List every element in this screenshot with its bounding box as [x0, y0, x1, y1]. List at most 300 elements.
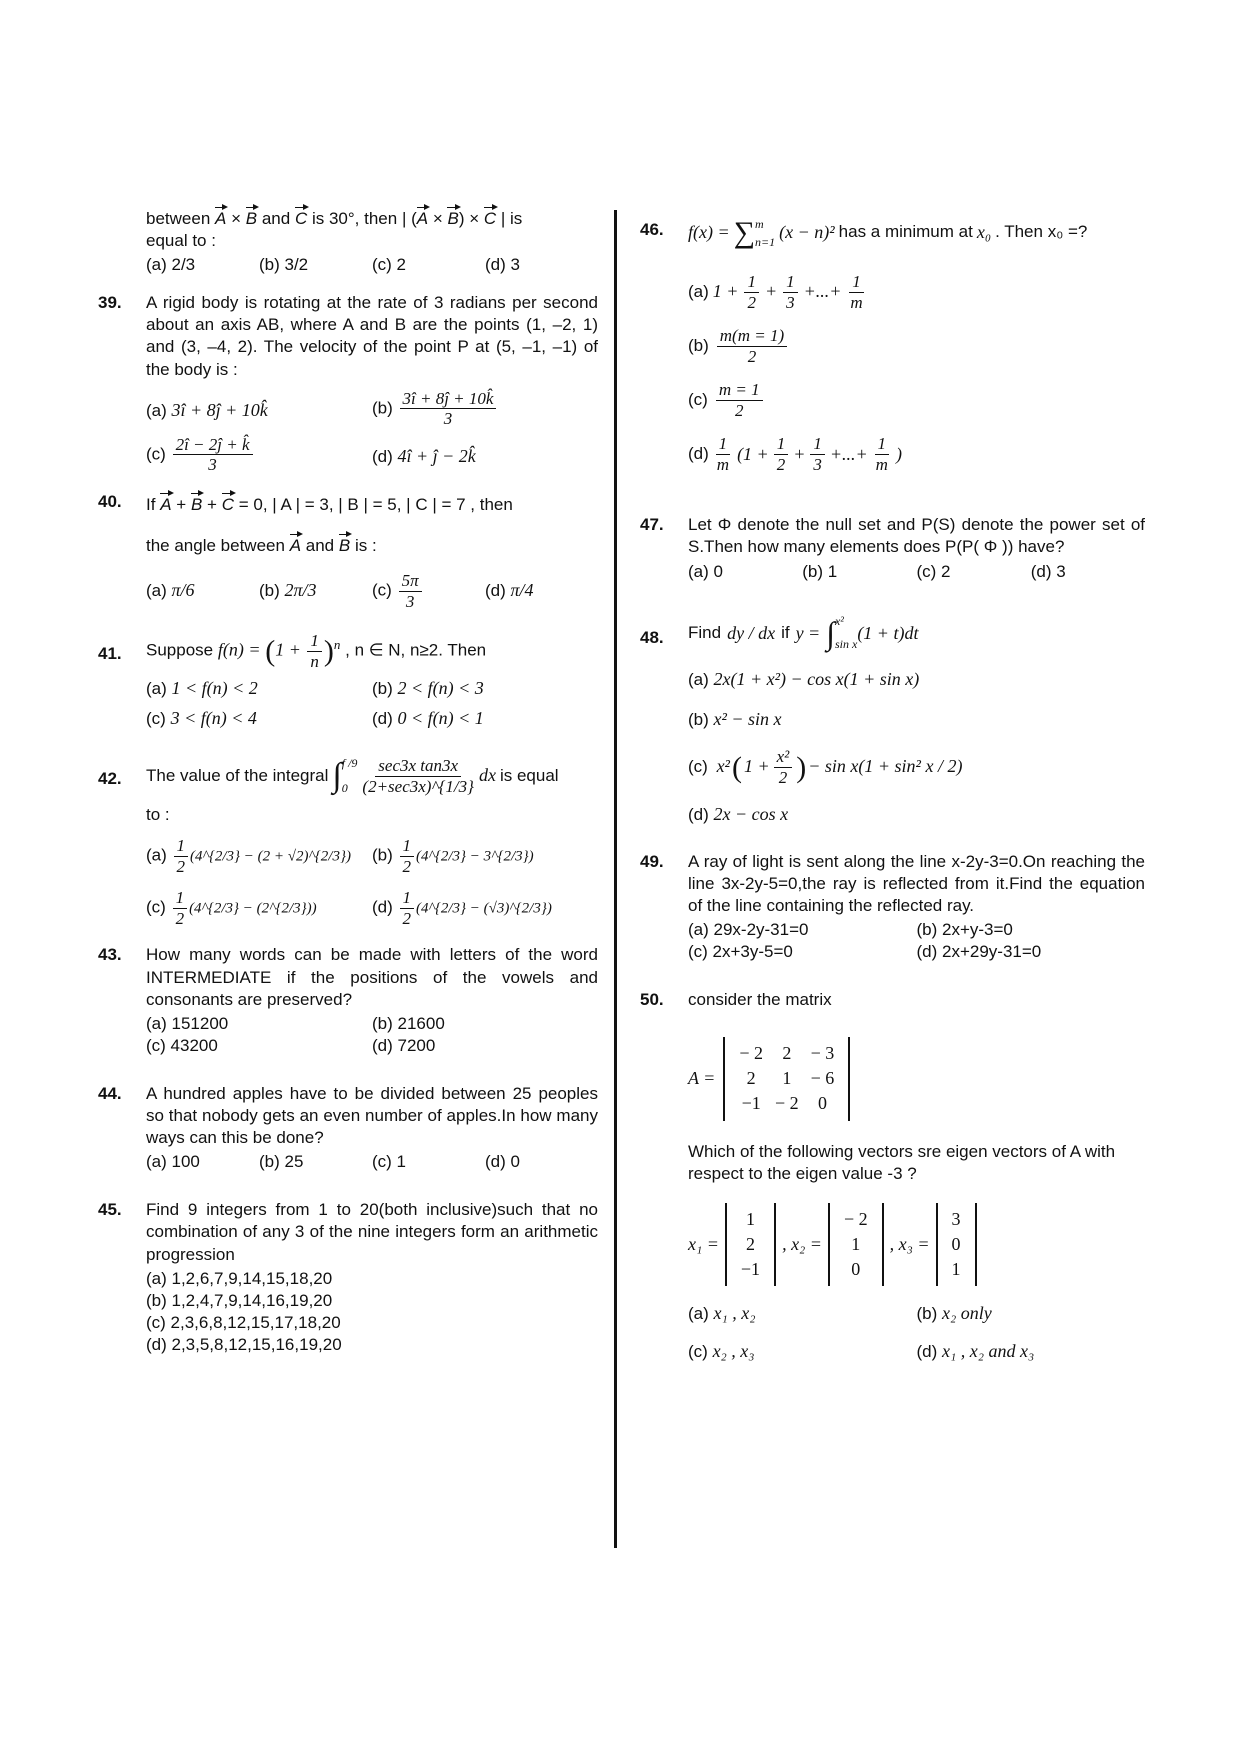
option-expr: 0 < f(n) < 1: [397, 707, 484, 728]
option-a[interactable]: [146, 836, 372, 876]
option-expr: (4^{2/3} − (√3)^{2/3}): [416, 900, 552, 917]
q40-line2: [146, 532, 598, 557]
integral: [826, 613, 918, 655]
integral-limits: [342, 756, 358, 796]
summation: [734, 213, 776, 252]
matrix-label: A =: [688, 1068, 716, 1089]
q49-options: [688, 919, 1145, 963]
matrix-cell: − 2: [739, 1043, 763, 1064]
vector-cell: 0: [951, 1234, 961, 1255]
denominator: 3: [208, 455, 217, 475]
fraction: [847, 272, 865, 312]
option-label: (b): [688, 709, 709, 729]
question-47: [640, 514, 1145, 582]
question-text: consider the matrix: [688, 989, 832, 1009]
question-number: 45.: [98, 1200, 122, 1220]
option-a[interactable]: (a) 151200: [146, 1013, 229, 1033]
vector-x3: [936, 1203, 977, 1287]
q41-options: [146, 677, 598, 730]
integral: [332, 754, 496, 798]
eigen-vectors: [688, 1203, 1145, 1287]
denominator: m: [850, 292, 863, 312]
paren-close: ): [895, 443, 902, 464]
option-label: (d): [372, 897, 393, 917]
vector-b: B: [339, 532, 350, 557]
term: x²: [716, 756, 730, 777]
option-expr: π/4: [510, 580, 534, 601]
q46-text: has a minimum at: [838, 222, 973, 242]
sum-lower: n=1: [755, 234, 776, 249]
question-text: [688, 213, 1145, 252]
denominator: 2: [402, 908, 412, 928]
fraction: [744, 272, 759, 312]
option-c[interactable]: [688, 380, 1145, 420]
vector-cell: 1: [851, 1234, 861, 1255]
question-45: [98, 1199, 598, 1356]
question-49: [640, 851, 1145, 963]
option-a[interactable]: (a) 1,2,6,7,9,14,15,18,20: [146, 1268, 333, 1288]
question-number: 39.: [98, 293, 122, 313]
vector-cell: 1: [745, 1208, 755, 1229]
sum-limits: [755, 215, 775, 251]
option-c[interactable]: [146, 888, 372, 928]
option-label: (c): [688, 757, 708, 777]
option-c[interactable]: [146, 435, 372, 475]
plus: +: [764, 281, 778, 302]
vector-cell: −1: [740, 1259, 761, 1280]
option-label: (b): [372, 845, 393, 865]
vector-a: A: [215, 205, 226, 230]
x1-label: x₁ =: [688, 1233, 719, 1254]
question-number: 48.: [640, 627, 664, 647]
option-d[interactable]: [485, 579, 598, 602]
option-expr: x₂ only: [942, 1303, 992, 1324]
option-b[interactable]: (b) 25: [259, 1152, 304, 1172]
option-label: (d): [485, 581, 506, 601]
vector-b: B: [191, 491, 202, 516]
option-label: (a): [688, 670, 709, 690]
option-label: (c): [146, 897, 166, 917]
vector-a: A: [290, 532, 301, 557]
option-expr: x₂ , x₃: [712, 1340, 755, 1361]
option-expr: x₁ , x₂ and x₃: [942, 1340, 1035, 1361]
question-text: How many words can be made with letters of the word INTERMEDIATE if the positions of the vowels and consonants are preserved?: [146, 945, 598, 1009]
q42-tail: is equal: [499, 766, 559, 786]
q42-text: The value of the integral: [146, 766, 329, 786]
sum-term: (x − n)²: [779, 221, 835, 242]
q40-and: and: [305, 535, 335, 555]
question-number: 49.: [640, 851, 664, 871]
option-c[interactable]: (c) 2x+3y-5=0: [688, 941, 793, 961]
vector-cell: − 2: [843, 1208, 868, 1229]
equals-zero: = 0: [238, 494, 263, 514]
question-48: [640, 613, 1145, 827]
dydx: dy / dx: [727, 622, 776, 643]
matrix-cell: − 2: [774, 1093, 799, 1114]
column-divider: [614, 210, 617, 1548]
numerator: 1: [783, 272, 798, 293]
q45-options: [146, 1268, 598, 1356]
question-number: 44.: [98, 1083, 122, 1103]
vector-cell: 3: [951, 1208, 961, 1229]
option-b[interactable]: (b) 3/2: [259, 255, 309, 275]
question-number: 40.: [98, 491, 122, 511]
denominator: 3: [443, 409, 453, 429]
denominator: 2: [778, 767, 788, 787]
fraction: [783, 272, 798, 312]
q40-is: is :: [354, 535, 377, 555]
denominator: 2: [176, 856, 186, 876]
q43-options: [146, 1013, 598, 1057]
denominator: m: [716, 454, 730, 474]
fraction: [716, 380, 763, 420]
option-b[interactable]: [259, 579, 372, 602]
matrix-cell: −1: [741, 1093, 761, 1114]
option-d[interactable]: (d) 0: [485, 1152, 520, 1172]
numerator: 1: [716, 434, 731, 455]
q38-line2: equal to :: [146, 231, 216, 251]
vector-a: A: [160, 491, 171, 516]
option-d[interactable]: (d) 7200: [372, 1035, 436, 1055]
matrix-a: [688, 1037, 1145, 1121]
fraction: [810, 434, 825, 474]
numerator: 1: [174, 836, 189, 857]
option-b[interactable]: [688, 326, 1145, 366]
question-text: [146, 754, 598, 798]
option-label: (b): [259, 581, 280, 601]
option-c[interactable]: (c) 2: [372, 255, 406, 275]
option-label: (c): [372, 580, 392, 600]
denominator: 3: [405, 591, 415, 611]
option-expr: 2π/3: [284, 580, 317, 601]
lower-limit: sin x: [834, 636, 858, 651]
q40-options: [146, 571, 598, 611]
option-c[interactable]: [688, 747, 1145, 787]
question-number: 41.: [98, 644, 122, 664]
option-expr: 2x(1 + x²) − cos x(1 + sin x): [713, 669, 920, 690]
option-label: (c): [146, 444, 166, 464]
option-d[interactable]: [688, 434, 1145, 474]
q48-options: [688, 668, 1145, 826]
q38-text: between: [146, 209, 211, 228]
vector-b: B: [246, 205, 257, 230]
integral-sign: ∫: [332, 757, 342, 794]
question-text: A rigid body is rotating at the rate of 3 radians per second about an axis AB, where A and B are the points (1, –2, 1) and (3, –4, 2). The velocity of the point P at (5, –1, –1) of the body is :: [146, 293, 598, 379]
option-expr: 4î + ĵ − 2k̂: [397, 445, 476, 466]
q48-text: Find: [688, 623, 722, 643]
matrix-cell: − 6: [810, 1068, 835, 1089]
option-b[interactable]: (b) 2x+y-3=0: [916, 919, 1013, 939]
question-number: 46.: [640, 220, 664, 239]
q38-end: is: [510, 209, 523, 228]
option-a[interactable]: [688, 668, 1145, 691]
denominator: 2: [175, 908, 185, 928]
q47-options: [688, 561, 1145, 583]
question-38-continued: [98, 205, 598, 276]
q44-options: [146, 1151, 598, 1173]
option-a[interactable]: [688, 1302, 917, 1325]
q39-options: [146, 389, 598, 475]
fraction: [873, 434, 891, 474]
option-b[interactable]: (b) 21600: [372, 1013, 445, 1033]
fraction-half: [174, 836, 189, 876]
integrand: (1 + t)dt: [857, 622, 919, 643]
denominator: n: [310, 651, 319, 671]
matrix-cell: 0: [817, 1093, 827, 1114]
q41-fn: f(n) =: [217, 639, 261, 660]
option-label: (d): [916, 1341, 938, 1361]
fraction: [173, 435, 253, 475]
q38-mid: is 30°, then: [311, 209, 398, 228]
paren-close: ): [796, 750, 807, 784]
numerator: 1: [849, 272, 864, 293]
option-expr: 3 < f(n) < 4: [170, 707, 257, 728]
plus: +: [207, 494, 217, 514]
question-text: A ray of light is sent along the line x-2y-3=0.On reaching the line 3x-2y-5=0,the ray is reflected from it.Find the equation of the line containing the reflected ray.: [688, 851, 1145, 915]
dx: dx: [478, 765, 496, 786]
q42-options: [146, 836, 598, 928]
fraction: [400, 389, 497, 429]
x2-label: , x₂ =: [782, 1233, 822, 1254]
term: (1 +: [737, 443, 769, 464]
denominator: 2: [734, 400, 744, 420]
q38-options: [146, 254, 598, 276]
sum-sign: ∑: [733, 216, 756, 249]
q41-tail: , n ∈ N, n≥2. Then: [345, 640, 487, 660]
option-label: (b): [688, 336, 709, 356]
option-a[interactable]: [146, 389, 372, 429]
numerator: x²: [774, 747, 793, 768]
term: − sin x(1 + sin² x / 2): [808, 756, 963, 777]
q41-text: Suppose: [146, 640, 214, 660]
sum-upper: m: [755, 216, 764, 231]
denominator: (2+sec3x)^{1/3}: [362, 776, 474, 796]
option-c[interactable]: (c) 2: [916, 561, 951, 581]
q40-line2-text: the angle between: [146, 535, 285, 555]
option-d[interactable]: [917, 1340, 1146, 1363]
vector-cell: 0: [851, 1259, 861, 1280]
integral-limits: [835, 614, 857, 652]
paren-open: (: [731, 750, 742, 784]
option-a[interactable]: (a) 0: [688, 561, 723, 581]
option-d[interactable]: [372, 707, 598, 730]
option-d[interactable]: [688, 803, 1145, 826]
option-c[interactable]: (c) 1: [372, 1152, 406, 1172]
question-42: [98, 754, 598, 928]
fraction: [359, 756, 477, 796]
numerator: 1: [774, 434, 789, 455]
fraction: [717, 326, 787, 366]
q40-conditions: | A | = 3, | B | = 5, | C | = 7 , then: [272, 494, 513, 514]
fraction: [774, 434, 789, 474]
denominator: 3: [813, 454, 822, 474]
question-number: 47.: [640, 515, 664, 535]
option-expr: 1 < f(n) < 2: [171, 678, 258, 699]
fraction: [399, 571, 422, 611]
numerator: 2î − 2ĵ + k̂: [173, 435, 253, 456]
option-d[interactable]: [372, 435, 598, 475]
option-a[interactable]: (a) 29x-2y-31=0: [688, 919, 809, 939]
question-text: Let Φ denote the null set and P(S) denote the power set of S.Then how many elements does P(P( Φ )) have?: [688, 515, 1145, 557]
option-label: (a): [146, 581, 167, 601]
question-43: [98, 944, 598, 1056]
vector-cell: 1: [951, 1259, 961, 1280]
option-c[interactable]: (c) 2,3,6,8,12,15,17,18,20: [146, 1312, 341, 1332]
option-a[interactable]: (a) 100: [146, 1152, 200, 1172]
numerator: m(m = 1): [717, 326, 787, 347]
q50-question: Which of the following vectors sre eigen vectors of A with respect to the eigen value -3 ?: [688, 1141, 1116, 1183]
upper-limit: f /9: [341, 756, 358, 771]
question-number: 42.: [98, 769, 122, 788]
question-text: [688, 613, 1145, 655]
option-label: (a): [146, 845, 167, 865]
numerator: 3î + 8ĵ + 10k̂: [400, 389, 497, 410]
option-b[interactable]: (b) 1,2,4,7,9,14,16,19,20: [146, 1290, 333, 1310]
denominator: 2: [747, 292, 756, 312]
option-c[interactable]: [372, 571, 485, 611]
vector-b: B: [447, 205, 458, 230]
q46-fx: f(x) =: [688, 221, 730, 242]
ellipsis: +...+: [829, 443, 868, 464]
fraction: [307, 631, 322, 671]
vector-c: C: [295, 205, 307, 230]
question-number: 43.: [98, 945, 122, 965]
upper-limit: x²: [834, 614, 844, 629]
option-b[interactable]: [917, 1302, 1146, 1325]
question-text: Find 9 integers from 1 to 20(both inclusive)such that no combination of any 3 of the nine integers form an arithmetic progression: [146, 1200, 598, 1264]
option-b[interactable]: [372, 677, 598, 700]
option-d[interactable]: [372, 888, 598, 928]
vector-x2: [828, 1203, 884, 1287]
plus: +: [176, 494, 187, 514]
option-label: (c): [146, 708, 166, 728]
option-label: (c): [688, 390, 708, 410]
left-column: [98, 205, 598, 1372]
fraction-half: [173, 888, 188, 928]
question-50: [640, 989, 1145, 1363]
vector-x1: [725, 1203, 776, 1287]
question-39: [98, 292, 598, 475]
fraction-half: [400, 888, 415, 928]
option-d[interactable]: (d) 3: [1030, 561, 1066, 581]
numerator: 1: [400, 888, 415, 909]
option-expr: (4^{2/3} − (2 + √2)^{2/3}): [190, 848, 351, 865]
question-text: If A + B + C = 0, | A | = 3, | B | = 5, | C | = 7 , then: [146, 491, 598, 516]
option-c[interactable]: [688, 1340, 917, 1363]
option-label: (a): [688, 1304, 709, 1324]
question-40: [98, 491, 598, 611]
option-label: (a): [688, 282, 709, 301]
term: 1 +: [743, 756, 770, 777]
vector-c: C: [484, 205, 496, 230]
numerator: 5π: [399, 571, 422, 592]
denominator: m: [875, 454, 888, 474]
q40-if: If: [146, 494, 156, 514]
integral-sign: ∫: [826, 614, 835, 651]
numerator: m = 1: [716, 380, 763, 401]
q50-options: [688, 1302, 1145, 1363]
ellipsis: +...+: [803, 281, 842, 302]
q46-options: [688, 272, 1145, 474]
q38-expr: | (A × B) × C |: [402, 209, 505, 228]
question-text: A hundred apples have to be divided between 25 peoples so that nobody gets an even number of apples.In how many ways can this be done?: [146, 1083, 598, 1148]
option-label: (d): [372, 446, 393, 466]
matrix-cell: 1: [782, 1068, 792, 1089]
question-44: [98, 1083, 598, 1173]
q48-y: y =: [795, 622, 821, 643]
option-expr: (4^{2/3} − (2^{2/3})): [189, 900, 317, 917]
option-b[interactable]: (b) 1: [802, 561, 838, 581]
option-label: (a): [146, 400, 167, 420]
question-41: [98, 631, 598, 730]
option-b[interactable]: [372, 836, 598, 876]
option-a[interactable]: (a) 2/3: [146, 255, 196, 275]
option-label: (b): [372, 679, 393, 699]
right-column: [640, 205, 1145, 1379]
option-c[interactable]: (c) 43200: [146, 1035, 218, 1055]
option-label: (d): [372, 708, 393, 728]
option-d[interactable]: (d) 2,3,5,8,12,15,16,19,20: [146, 1334, 342, 1354]
numerator: 1: [744, 272, 759, 293]
option-expr: 2 < f(n) < 3: [397, 678, 484, 699]
option-label: (a): [146, 679, 167, 699]
paren-open: (: [265, 634, 276, 668]
q42-line2: to :: [146, 805, 170, 825]
option-expr: x₁ , x₂: [713, 1303, 756, 1324]
exponent: n: [333, 637, 341, 652]
fraction: [774, 747, 793, 787]
lower-limit: 0: [341, 780, 348, 795]
vector-c: C: [222, 491, 234, 516]
denominator: 2: [402, 856, 412, 876]
denominator: 2: [747, 346, 757, 366]
matrix-cell: 2: [782, 1043, 792, 1064]
matrix-cell: 2: [746, 1068, 756, 1089]
q41-base: 1 +: [275, 639, 306, 660]
cross-sign: ×: [231, 209, 242, 228]
option-expr: x² − sin x: [713, 708, 782, 729]
option-label: (d): [688, 805, 709, 825]
x3-label: , x₃ =: [889, 1233, 930, 1254]
fraction-half: [400, 836, 415, 876]
question-number: 50.: [640, 989, 664, 1009]
plus: +: [793, 443, 806, 464]
option-d[interactable]: (d) 3: [485, 255, 520, 275]
option-c[interactable]: [146, 707, 372, 730]
numerator: 1: [173, 888, 188, 909]
option-label: (c): [688, 1341, 708, 1361]
option-label: (b): [916, 1304, 938, 1324]
option-b[interactable]: [372, 389, 598, 429]
paren-close: ): [323, 634, 334, 668]
option-expr: (4^{2/3} − 3^{2/3}): [416, 848, 534, 865]
option-a[interactable]: [688, 272, 1145, 312]
term: 1 +: [712, 281, 739, 302]
option-a[interactable]: [146, 579, 259, 602]
option-b[interactable]: [688, 708, 1145, 731]
option-d[interactable]: (d) 2x+29y-31=0: [916, 941, 1042, 961]
numerator: 1: [810, 434, 825, 455]
x0: x₀: [976, 221, 992, 242]
denominator: 2: [776, 454, 786, 474]
q48-if: if: [781, 623, 790, 643]
option-a[interactable]: [146, 677, 372, 700]
numerator: sec3x tan3x: [375, 756, 461, 777]
vector-a: A: [417, 205, 428, 230]
vector-cell: 2: [745, 1234, 755, 1255]
question-46: [640, 213, 1145, 474]
option-label: (d): [688, 444, 709, 464]
